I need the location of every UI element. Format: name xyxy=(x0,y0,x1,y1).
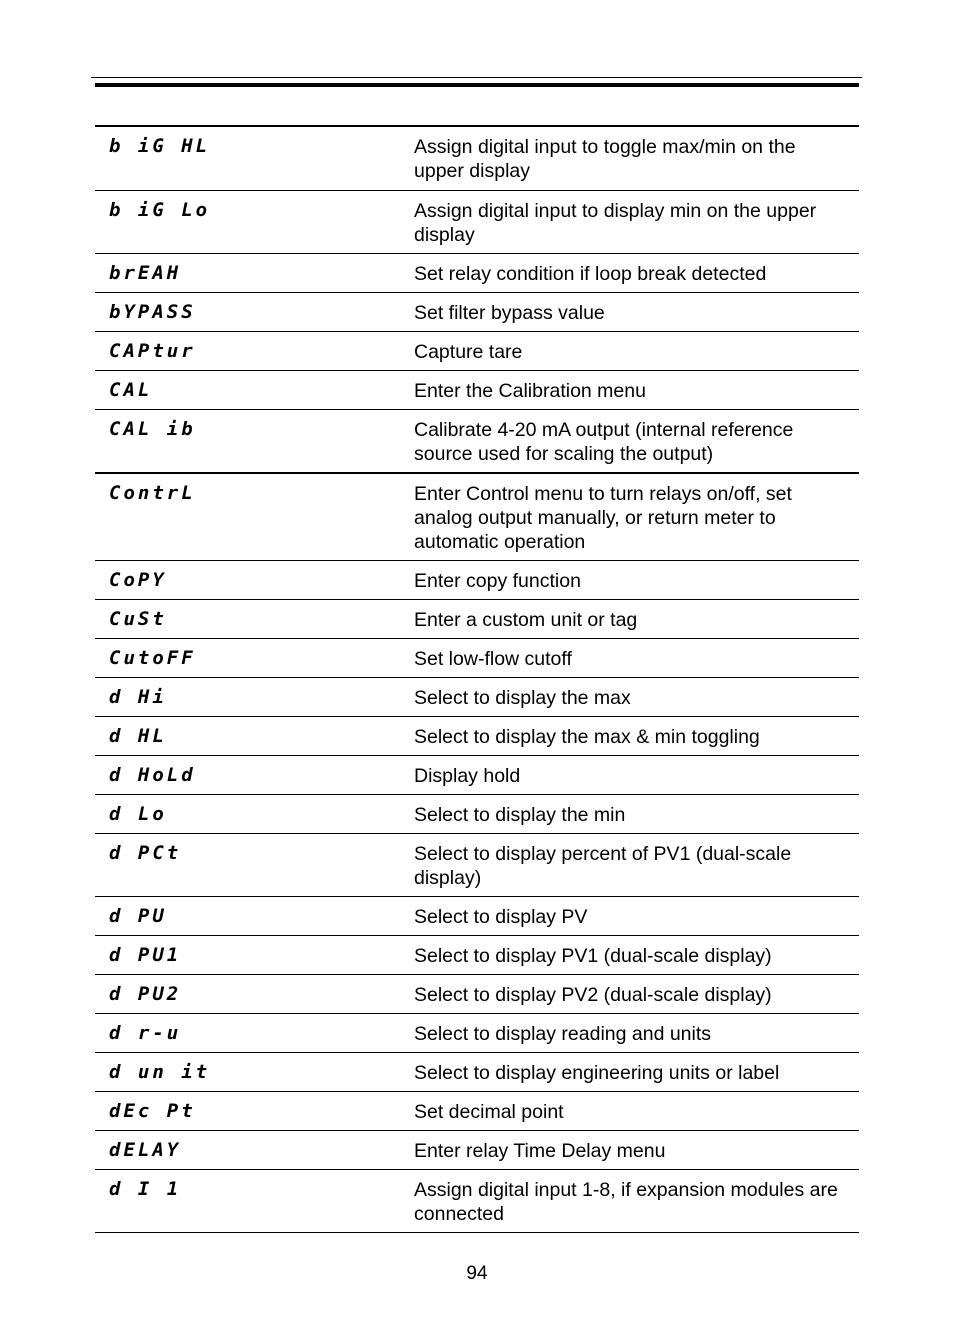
display-code: CutoFF xyxy=(109,647,196,669)
description: Display hold xyxy=(414,765,521,787)
description: Select to display percent of PV1 (dual-scale display) xyxy=(414,843,792,889)
table-row xyxy=(95,410,859,474)
description: Enter the Calibration menu xyxy=(414,380,646,402)
display-code: d r-u xyxy=(109,1022,182,1044)
display-code: b iG HL xyxy=(109,135,211,157)
display-code: d PU1 xyxy=(109,944,182,966)
table-row xyxy=(95,1092,859,1131)
display-code: dEc Pt xyxy=(109,1100,196,1122)
display-code: d HL xyxy=(109,725,167,747)
table-row xyxy=(95,332,859,371)
description: Select to display the max xyxy=(414,687,631,709)
description: Assign digital input 1-8, if expansion modules are connected xyxy=(414,1179,838,1225)
description: Select to display the max & min toggling xyxy=(414,726,760,748)
display-code: CAPtur xyxy=(109,340,196,362)
display-code: d PU xyxy=(109,905,167,927)
display-code: brEAH xyxy=(109,262,182,284)
table-row xyxy=(95,561,859,600)
table-row xyxy=(95,897,859,936)
description: Select to display PV xyxy=(414,906,588,928)
display-code: CoPY xyxy=(109,569,167,591)
display-code: ContrL xyxy=(109,482,196,504)
description: Enter a custom unit or tag xyxy=(414,609,638,631)
table-row xyxy=(95,1053,859,1092)
table-row xyxy=(95,371,859,410)
table-row xyxy=(95,834,859,897)
display-code: dELAY xyxy=(109,1139,182,1161)
description: Enter copy function xyxy=(414,570,581,592)
display-code: bYPASS xyxy=(109,301,196,323)
parameter-table xyxy=(95,125,859,1233)
description: Assign digital input to display min on the upper display xyxy=(414,200,817,246)
description: Select to display PV1 (dual-scale display) xyxy=(414,945,772,967)
table-row xyxy=(95,474,859,561)
description: Capture tare xyxy=(414,341,523,363)
description: Calibrate 4-20 mA output (internal reference source used for scaling the output) xyxy=(414,419,794,465)
table-row xyxy=(95,639,859,678)
description: Enter Control menu to turn relays on/off, set analog output manually, or return meter to automatic operation xyxy=(414,483,792,553)
description: Set low-flow cutoff xyxy=(414,648,572,670)
description: Assign digital input to toggle max/min on the upper display xyxy=(414,136,796,182)
description: Select to display the min xyxy=(414,804,626,826)
description: Set relay condition if loop break detected xyxy=(414,263,767,285)
table-row xyxy=(95,795,859,834)
table-row xyxy=(95,756,859,795)
table-row xyxy=(95,678,859,717)
display-code: b iG Lo xyxy=(109,199,211,221)
header-rule-thin xyxy=(91,77,862,78)
display-code: d PU2 xyxy=(109,983,182,1005)
table-row xyxy=(95,1131,859,1170)
description: Select to display reading and units xyxy=(414,1023,712,1045)
table-row xyxy=(95,1014,859,1053)
display-code: d un it xyxy=(109,1061,211,1083)
description: Set filter bypass value xyxy=(414,302,605,324)
header-rule-thick xyxy=(95,83,859,87)
table-row xyxy=(95,717,859,756)
description: Select to display engineering units or label xyxy=(414,1062,780,1084)
table-row xyxy=(95,191,859,254)
table-row xyxy=(95,127,859,191)
description: Set decimal point xyxy=(414,1101,564,1123)
display-code: d HoLd xyxy=(109,764,196,786)
description: Enter relay Time Delay menu xyxy=(414,1140,666,1162)
page-number: 94 xyxy=(466,1263,488,1284)
table-row xyxy=(95,600,859,639)
description: Select to display PV2 (dual-scale display) xyxy=(414,984,772,1006)
table-row xyxy=(95,293,859,332)
table-row xyxy=(95,254,859,293)
display-code: d PCt xyxy=(109,842,182,864)
table-row xyxy=(95,975,859,1014)
display-code: CuSt xyxy=(109,608,167,630)
display-code: d Lo xyxy=(109,803,167,825)
display-code: CAL xyxy=(109,379,153,401)
display-code: d Hi xyxy=(109,686,167,708)
display-code: d I 1 xyxy=(109,1178,182,1200)
table-row xyxy=(95,936,859,975)
table-row xyxy=(95,1170,859,1233)
display-code: CAL ib xyxy=(109,418,196,440)
